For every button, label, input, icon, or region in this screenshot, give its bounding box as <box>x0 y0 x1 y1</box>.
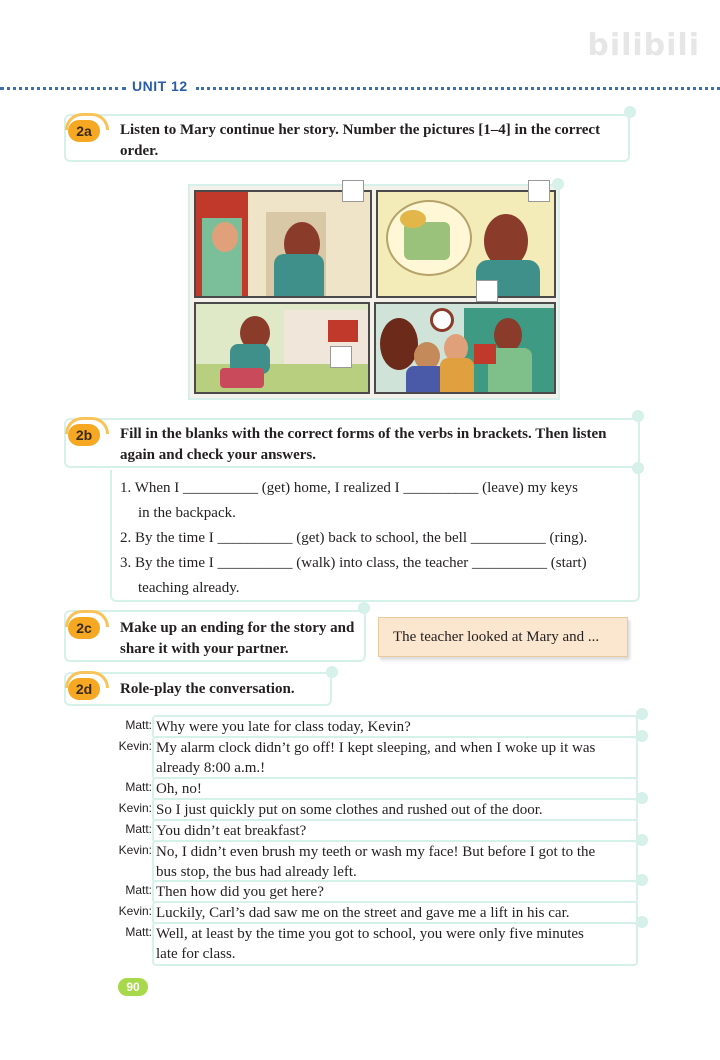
sentence-2: 2. By the time I __________ (get) back to school, the bell __________ (ring). <box>120 530 588 546</box>
task-2d-instruction: Role-play the conversation. <box>120 681 295 697</box>
sentence-1-cont: in the backpack. <box>138 505 236 521</box>
unit-header <box>0 78 720 98</box>
dialogue-text: Oh, no! <box>152 777 638 801</box>
task-2a-badge: 2a <box>68 120 100 142</box>
dialogue-text: You didn’t eat breakfast? <box>152 819 638 843</box>
dotted-rule-right <box>196 87 720 90</box>
task-2c-badge: 2c <box>68 617 100 639</box>
unit-title: UNIT 12 <box>132 78 188 94</box>
dialogue-text: No, I didn’t even brush my teeth or wash my face! But before I got to the bus stop, the bus had already left. <box>152 840 638 884</box>
sentence-3: 3. By the time I __________ (walk) into class, the teacher __________ (start) <box>120 555 587 571</box>
task-2a-instruction: Listen to Mary continue her story. Number the pictures [1–4] in the correct order. <box>120 122 601 159</box>
speaker-label: Matt: <box>125 780 152 794</box>
box-corner-knob <box>624 106 636 118</box>
number-box-3[interactable] <box>330 346 352 368</box>
box-corner-knob <box>358 602 370 614</box>
task-2d-badge: 2d <box>68 678 100 700</box>
box-corner-knob <box>636 916 648 928</box>
box-corner-knob <box>636 792 648 804</box>
box-corner-knob <box>552 178 564 190</box>
watermark-logo: bilibili <box>587 28 700 63</box>
box-corner-knob <box>636 874 648 886</box>
story-pictures <box>188 184 560 400</box>
sentence-1: 1. When I __________ (get) home, I realized I __________ (leave) my keys <box>120 480 578 496</box>
dialogue-text: Luckily, Carl’s dad saw me on the street and gave me a lift in his car. <box>152 901 638 925</box>
box-corner-knob <box>636 730 648 742</box>
task-2b-instruction: Fill in the blanks with the correct forms of the verbs in brackets. Then listen again and check your answers. <box>120 426 607 463</box>
dialogue-text: So I just quickly put on some clothes and rushed out of the door. <box>152 798 638 822</box>
speaker-label: Matt: <box>125 925 152 939</box>
task-2c-instruction: Make up an ending for the story and share it with your partner. <box>120 620 355 657</box>
speaker-label: Matt: <box>125 883 152 897</box>
box-corner-knob <box>326 666 338 678</box>
speaker-label: Kevin: <box>118 739 152 753</box>
speaker-label: Matt: <box>125 822 152 836</box>
picture-girl-remembering-keys <box>376 190 556 298</box>
dialogue-text: Why were you late for class today, Kevin? <box>152 715 638 739</box>
box-corner-knob <box>632 410 644 422</box>
task-2b-badge: 2b <box>68 424 100 446</box>
speaker-label: Matt: <box>125 718 152 732</box>
dialogue-text: Then how did you get here? <box>152 880 638 904</box>
fill-in-sentences <box>110 470 640 602</box>
speaker-label: Kevin: <box>118 801 152 815</box>
speaker-label: Kevin: <box>118 843 152 857</box>
picture-girl-late-for-class <box>374 302 556 394</box>
dialogue-text: My alarm clock didn’t go off! I kept sleeping, and when I woke up it was already 8:00 a.m.! <box>152 736 638 780</box>
sentence-3-cont: teaching already. <box>138 580 240 596</box>
number-box-2[interactable] <box>528 180 550 202</box>
page-number: 90 <box>118 978 148 996</box>
dialogue-text: Well, at least by the time you got to school, you were only five minutes late for class. <box>152 922 638 966</box>
picture-girl-running-from-house <box>194 190 372 298</box>
story-ending-prompt: The teacher looked at Mary and ... <box>378 617 628 657</box>
number-box-1[interactable] <box>342 180 364 202</box>
box-corner-knob <box>636 834 648 846</box>
number-box-4[interactable] <box>476 280 498 302</box>
box-corner-knob <box>636 708 648 720</box>
dotted-rule-left <box>0 87 126 90</box>
speaker-label: Kevin: <box>118 904 152 918</box>
